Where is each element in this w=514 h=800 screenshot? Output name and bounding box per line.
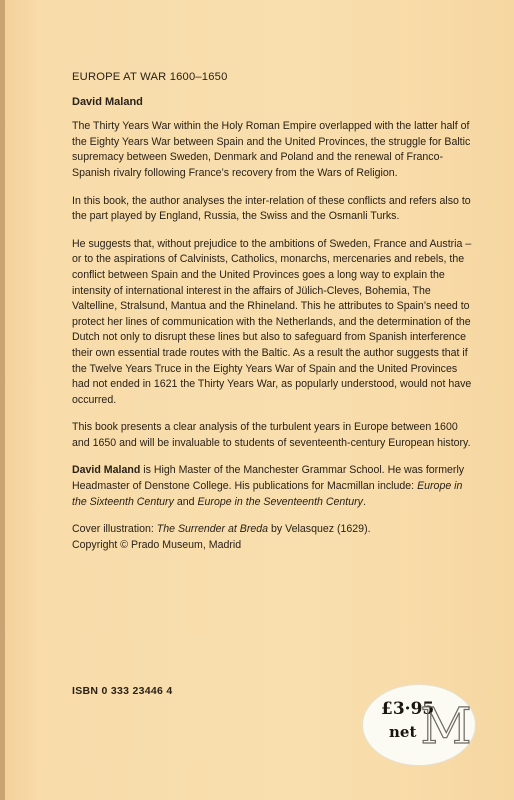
price-net: net (389, 723, 417, 741)
bio-and: and (173, 495, 198, 508)
bio-author-name: David Maland (72, 464, 141, 477)
bio-text: is High Master of the Manchester Grammar School. He was formerly Headmaster of Denstone College. His publications for Macmillan include: (72, 464, 465, 493)
cover-credit-suffix: by Velasquez (1629). (268, 523, 371, 536)
author-name: David Maland (72, 95, 143, 108)
spine-edge (0, 0, 5, 800)
blurb-content (72, 70, 472, 565)
cover-painting-title: The Surrender at Breda (156, 523, 269, 536)
bio-book-2: Europe in the Seventeenth Century (197, 495, 363, 508)
series-title: EUROPE AT WAR 1600–1650 (72, 71, 228, 83)
price-sticker (363, 685, 475, 765)
author-bio (72, 463, 472, 510)
bio-book-1: Europe in the Sixteenth Century (72, 480, 463, 508)
logo-letter: M (420, 697, 472, 755)
bio-end: . (362, 495, 366, 508)
blurb-paragraph-4: This book presents a clear analysis of the turbulent years in Europe between 1600 and 1650 and will be invaluable to students of seventeenth-century European history. (72, 421, 471, 449)
cover-credit (72, 522, 472, 553)
cover-copyright: Copyright © Prado Museum, Madrid (72, 538, 242, 551)
blurb-paragraph-2: In this book, the author analyses the inter-relation of these conflicts and refers also to the part played by England, Russia, the Swiss and the Osmanli Turks. (72, 194, 471, 223)
blurb-paragraph-1: The Thirty Years War within the Holy Roman Empire overlapped with the latter half of the Eighty Years War between Spain and the United Provinces, the struggle for Baltic supremacy between Sweden, Denmark and Poland and the renewal of Franco-Spanish rivalry following France’s recovery from the Wars of Religion. (72, 120, 471, 179)
isbn: ISBN 0 333 23446 4 (72, 685, 173, 697)
price: £3·95 (381, 699, 435, 719)
macmillan-m-logo-icon (420, 697, 472, 755)
blurb-paragraph-3: He suggests that, without prejudice to the ambitions of Sweden, France and Austria – or to the aspirations of Calvinists, Catholics, monarchs, mercenaries and rebels, the conflict between Spain and the United Provinces goes a long way to explain the intensity of international interest in the affairs of Jülich-Cleves, Bohemia, The Valtelline, Stralsund, Mantua and the Rhineland. This he attributes to Spain’s need to protect her lines of communication with the Netherlands, and the determination of the Dutch not only to disrupt these lines but also to safeguard from Spanish interference their own essential trade routes with the Baltic. As a result the author suggests that if the Twelve Years Truce in the Eighty Years War of Spain and the United Provinces had not ended in 1621 the Thirty Years War, as popularly understood, would not have occurred. (72, 237, 472, 406)
cover-credit-prefix: Cover illustration: (72, 523, 157, 536)
